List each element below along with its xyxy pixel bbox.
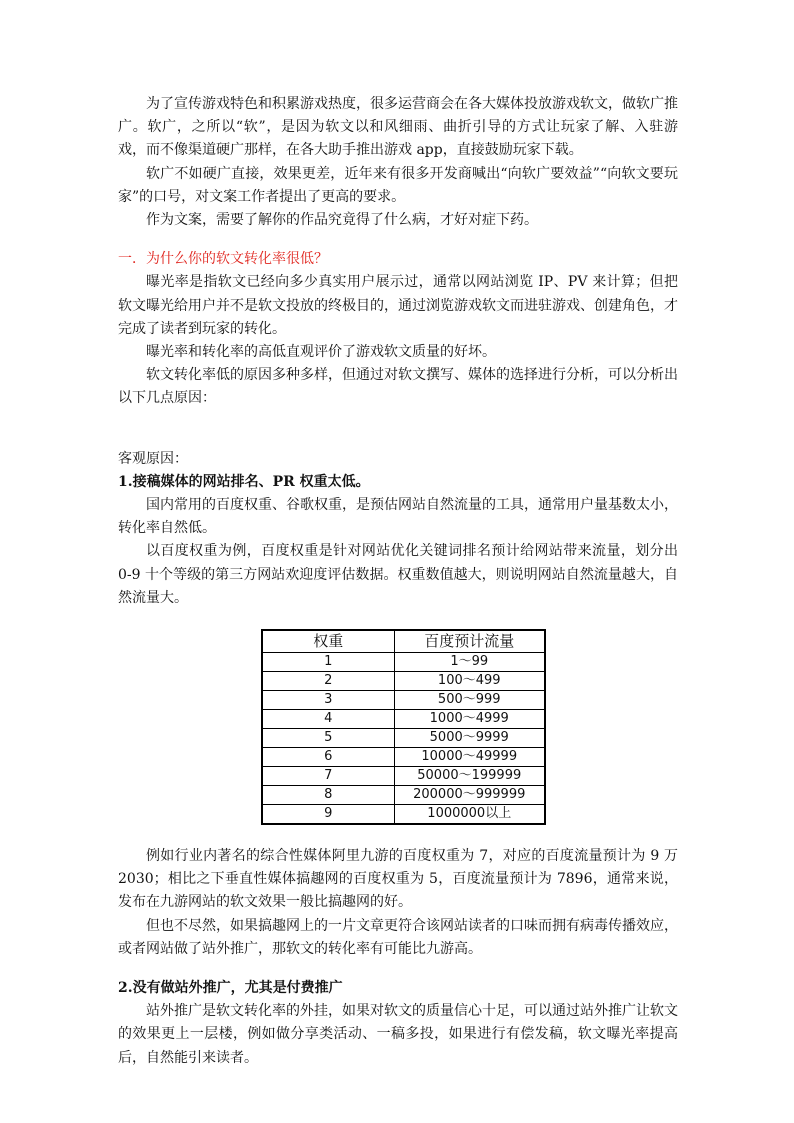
cell-weight: 1 [262, 653, 395, 672]
section-paragraph-3: 软文转化率低的原因多种多样，但通过对软文撰写、媒体的选择进行分析，可以分析出以下几点原因： [118, 367, 678, 407]
cell-traffic: 1000～4999 [395, 710, 545, 729]
table-row [262, 653, 545, 672]
cell-weight: 4 [262, 710, 395, 729]
table-row [262, 729, 545, 748]
cell-traffic: 5000～9999 [395, 729, 545, 748]
cell-traffic: 1000000以上 [395, 805, 545, 825]
intro-paragraph-1: 为了宣传游戏特色和积累游戏热度，很多运营商会在各大媒体投放游戏软文，做软广推广。软广，之所以“软”，是因为软文以和风细雨、曲折引导的方式让玩家了解、入驻游戏，而不像渠道硬广那样，在各大助手推出游戏 app，直接鼓励玩家下载。 [118, 96, 678, 159]
header-weight: 权重 [262, 630, 395, 653]
reason-1-heading: 1.接稿媒体的网站排名、PR 权重太低。 [118, 473, 370, 490]
reason-1-paragraph-2: 以百度权重为例，百度权重是针对网站优化关键词排名预计给网站带来流量，划分出 0-9 十个等级的第三方网站欢迎度评估数据。权重数值越大，则说明网站自然流量越大，自然流量大。 [118, 543, 678, 606]
reason-1-paragraph-1: 国内常用的百度权重、谷歌权重，是预估网站自然流量的工具，通常用户量基数太小，转化率自然低。 [118, 497, 678, 537]
table-row [262, 672, 545, 691]
cell-weight: 7 [262, 767, 395, 786]
table-row [262, 748, 545, 767]
table-header-row [262, 630, 545, 653]
table-wrapper [118, 629, 678, 825]
after-table-paragraph-2: 但也不尽然，如果搞趣网上的一片文章更符合该网站读者的口味而拥有病毒传播效应，或者网站做了站外推广，那软文的转化率有可能比九游高。 [118, 917, 678, 957]
table-row [262, 710, 545, 729]
after-table-paragraph-1: 例如行业内著名的综合性媒体阿里九游的百度权重为 7，对应的百度流量预计为 9 万 2030；相比之下垂直性媒体搞趣网的百度权重为 5，百度流量预计为 7896，通常来说，发布在九游网站的软文效果一般比搞趣网的好。 [118, 848, 678, 911]
table-row [262, 805, 545, 825]
cell-traffic: 10000～49999 [395, 748, 545, 767]
table-row [262, 691, 545, 710]
cell-weight: 9 [262, 805, 395, 825]
table-row [262, 786, 545, 805]
cell-traffic: 100～499 [395, 672, 545, 691]
table-row [262, 767, 545, 786]
baidu-weight-table [261, 629, 546, 825]
reason-2-paragraph-1: 站外推广是软文转化率的外挂，如果对软文的质量信心十足，可以通过站外推广让软文的效果更上一层楼，例如做分享类活动、一稿多投，如果进行有偿发稿，软文曝光率提高后，自然能引来读者。 [118, 1003, 678, 1066]
cell-weight: 5 [262, 729, 395, 748]
cell-weight: 2 [262, 672, 395, 691]
section-paragraph-2: 曝光率和转化率的高低直观评价了游戏软文质量的好坏。 [146, 344, 496, 361]
cell-traffic: 50000～199999 [395, 767, 545, 786]
reason-2-heading: 2.没有做站外推广，尤其是付费推广 [118, 980, 343, 997]
cell-weight: 3 [262, 691, 395, 710]
intro-paragraph-3: 作为文案，需要了解你的作品究竟得了什么病，才好对症下药。 [146, 212, 538, 229]
intro-paragraph-2: 软广不如硬广直接，效果更差，近年来有很多开发商喊出“向软广要效益”“向软文要玩家”的口号，对文案工作者提出了更高的要求。 [118, 165, 678, 205]
cell-traffic: 500～999 [395, 691, 545, 710]
cell-weight: 8 [262, 786, 395, 805]
section-paragraph-1: 曝光率是指软文已经向多少真实用户展示过，通常以网站浏览 IP、PV 来计算；但把软文曝光给用户并不是软文投放的终极目的，通过浏览游戏软文而进驻游戏、创建角色，才完成了读者到玩家的转化。 [118, 274, 678, 337]
header-traffic: 百度预计流量 [395, 630, 545, 653]
cell-weight: 6 [262, 748, 395, 767]
article-body [118, 93, 678, 1070]
cell-traffic: 200000～999999 [395, 786, 545, 805]
cell-traffic: 1～99 [395, 653, 545, 672]
objective-reasons-label: 客观原因： [118, 450, 188, 467]
section-heading: 一．为什么你的软文转化率很低？ [118, 251, 328, 268]
